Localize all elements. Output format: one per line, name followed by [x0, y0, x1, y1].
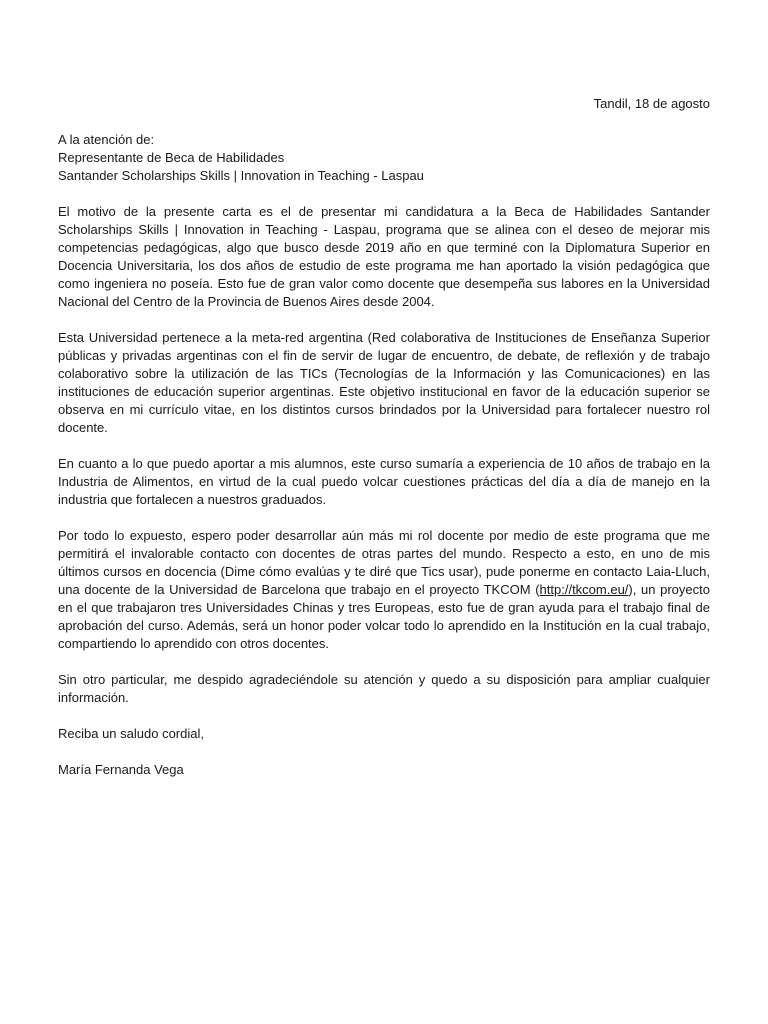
- paragraph-contribution: En cuanto a lo que puedo aportar a mis alumnos, este curso sumaría a experiencia de 10 años de trabajo en la Industria de Alimentos, en virtud de la cual puedo volcar cuestiones prácticas del día a día de manejo en la industria que fortalecen a nuestros graduados.: [58, 456, 710, 507]
- addressee-line-recipient: Representante de Beca de Habilidades: [58, 150, 285, 165]
- addressee-line-attention: A la atención de:: [58, 132, 155, 147]
- paragraph-text-before-link: Por todo lo expuesto, espero poder desarrollar aún más mi rol docente por medio de este programa que me permitirá el invalorable contacto con docentes de otras partes del mundo. Respecto a esto, en uno de mis últimos cursos en docencia (Dime cómo evalúas y te diré que Tics usar), pude ponerme en contacto Laia-Lluch, una docente de la Universidad de Barcelona que trabajo en el proyecto TKCOM (: [58, 528, 710, 597]
- addressee-line-program: Santander Scholarships Skills | Innovation in Teaching - Laspau: [58, 168, 424, 183]
- paragraph-program-benefits: [58, 527, 710, 653]
- paragraph-university: Esta Universidad pertenece a la meta-red argentina (Red colaborativa de Instituciones de Enseñanza Superior públicas y privadas argentinas con el fin de servir de lugar de encuentro, de debate, de reflexión y de trabajo colaborativo sobre la utilización de las TICs (Tecnologías de la Información y las Comunicaciones) en las instituciones de educación superior argentinas. Este objetivo institucional en favor de la educación superior se observa en mi currículo vitae, en los distintos cursos brindados por la Universidad para fortalecer nuestro rol docente.: [58, 330, 710, 435]
- paragraph-text-after-link: ), un proyecto en el que trabajaron tres Universidades Chinas y tres Europeas, esto fue de gran ayuda para el trabajo final de aprobación del curso. Además, será un honor poder volcar todo lo aprendido en la Institución en la cual trabajo, compartiendo lo aprendido con otros docentes.: [58, 582, 710, 651]
- paragraph-farewell: Sin otro particular, me despido agradeciéndole su atención y quedo a su disposición para ampliar cualquier información.: [58, 672, 710, 705]
- addressee-block: [58, 131, 710, 185]
- closing-salutation: Reciba un saludo cordial,: [58, 726, 204, 741]
- paragraph-motivation: El motivo de la presente carta es el de presentar mi candidatura a la Beca de Habilidades Santander Scholarships Skills | Innovation in Teaching - Laspau, programa que se alinea con el deseo de mejorar mis competencias pedagógicas, algo que busco desde 2019 año en que terminé con la Diplomatura Superior en Docencia Universitaria, los dos años de estudio de este programa me han aportado la visión pedagógica que como ingeniera no poseía. Esto fue de gran valor como docente que desempeña sus labores en la Universidad Nacional del Centro de la Provincia de Buenos Aires desde 2004.: [58, 204, 710, 309]
- letter-date: Tandil, 18 de agosto: [593, 96, 710, 111]
- signature-name: María Fernanda Vega: [58, 762, 184, 777]
- tkcom-link[interactable]: http://tkcom.eu/: [539, 582, 629, 597]
- letter-page: [58, 95, 710, 779]
